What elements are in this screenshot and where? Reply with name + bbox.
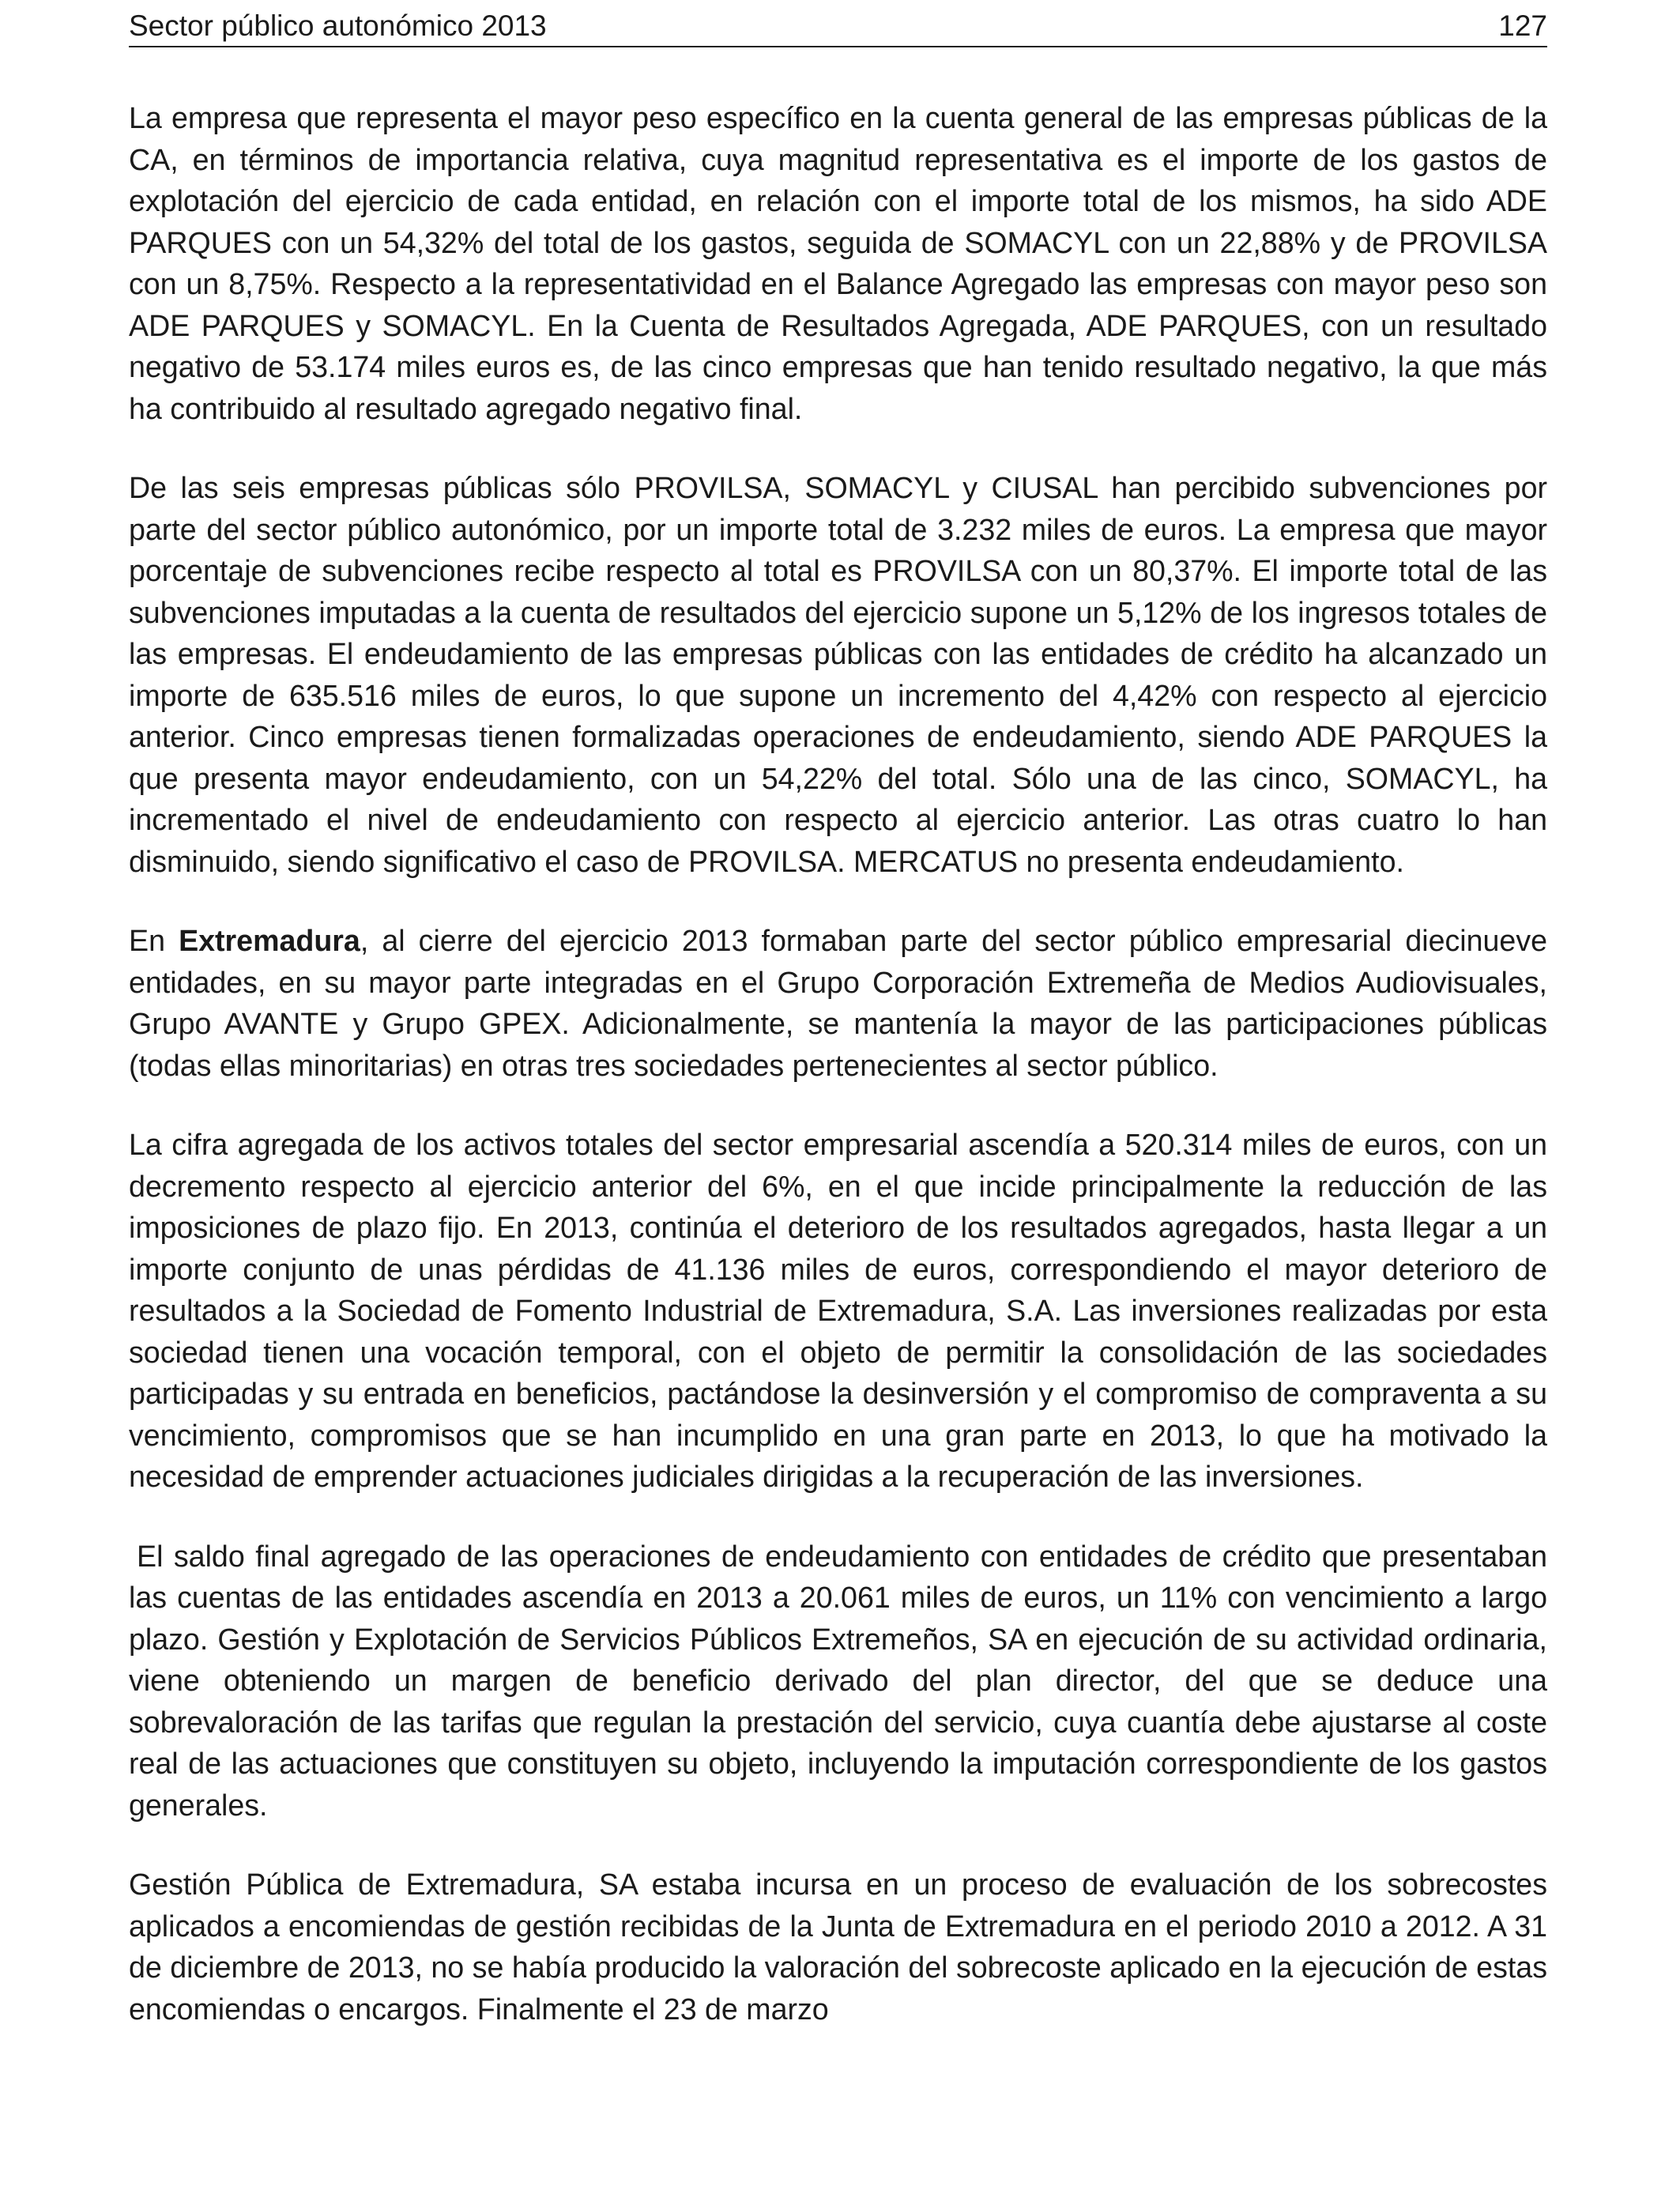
- paragraph-castilla-leon-subvenciones: De las seis empresas públicas sólo PROVILSA, SOMACYL y CIUSAL han percibido subvenciones por parte del sector público autonómico, por un importe total de 3.232 miles de euros. La empresa que mayor porcentaje de subvenciones recibe respecto al total es PROVILSA con un 80,37%. El importe total de las subvenciones imputadas a la cuenta de resultados del ejercicio supone un 5,12% de los ingresos totales de las empresas. El endeudamiento de las empresas públicas con las entidades de crédito ha alcanzado un importe de 635.516 miles de euros, lo que supone un incremento del 4,42% con respecto al ejercicio anterior. Cinco empresas tienen formalizadas operaciones de endeudamiento, siendo ADE PARQUES la que presenta mayor endeudamiento, con un 54,22% del total. Sólo una de las cinco, SOMACYL, ha incrementado el nivel de endeudamiento con respecto al ejercicio anterior. Las otras cuatro lo han disminuido, siendo significativo el caso de PROVILSA. MERCATUS no presenta endeudamiento.: [129, 471, 1547, 878]
- paragraph-rest: , al cierre del ejercicio 2013 formaban parte del sector público empresarial diecinueve entidades, en su mayor parte integradas en el Grupo Corporación Extremeña de Medios Audiovisuales, Grupo AVANTE y Grupo GPEX. Adicionalmente, se mantenía la mayor de las participaciones públicas (todas ellas minoritarias) en otras tres sociedades pertenecientes al sector público.: [129, 924, 1548, 1082]
- paragraph-lead: En: [129, 924, 179, 957]
- document-page: [129, 0, 1547, 2030]
- page-header: [129, 6, 1547, 47]
- paragraph-extremadura-intro: [129, 920, 1547, 1086]
- region-name-extremadura: Extremadura: [179, 924, 360, 957]
- paragraph-extremadura-endeudamiento: El saldo final agregado de las operaciones de endeudamiento con entidades de crédito que presentaban las cuentas de las entidades ascendía en 2013 a 20.061 miles de euros, un 11% con vencimiento a largo plazo. Gestión y Explotación de Servicios Públicos Extremeños, SA en ejecución de su actividad ordinaria, viene obteniendo un margen de beneficio derivado del plan director, del que se deduce una sobrevaloración de las tarifas que regulan la prestación del servicio, cuya cuantía debe ajustarse al coste real de las actuaciones que constituyen su objeto, incluyendo la imputación correspondiente de los gastos generales.: [129, 1539, 1547, 1822]
- paragraph-gestion-publica: Gestión Pública de Extremadura, SA estaba incursa en un proceso de evaluación de los sobrecostes aplicados a encomiendas de gestión recibidas de la Junta de Extremadura en el periodo 2010 a 2012. A 31 de diciembre de 2013, no se había producido la valoración del sobrecoste aplicado en la ejecución de estas encomiendas o encargos. Finalmente el 23 de marzo: [129, 1868, 1547, 2026]
- paragraph-extremadura-activos: La cifra agregada de los activos totales del sector empresarial ascendía a 520.314 miles de euros, con un decremento respecto al ejercicio anterior del 6%, en el que incide principalmente la reducción de las imposiciones de plazo fijo. En 2013, continúa el deterioro de los resultados agregados, hasta llegar a un importe conjunto de unas pérdidas de 41.136 miles de euros, correspondiendo el mayor deterioro de resultados a la Sociedad de Fomento Industrial de Extremadura, S.A. Las inversiones realizadas por esta sociedad tienen una vocación temporal, con el objeto de permitir la consolidación de las sociedades participadas y su entrada en beneficios, pactándose la desinversión y el compromiso de compraventa a su vencimiento, compromisos que se han incumplido en una gran parte en 2013, lo que ha motivado la necesidad de emprender actuaciones judiciales dirigidas a la recuperación de las inversiones.: [129, 1128, 1547, 1493]
- page-number: 127: [1498, 9, 1547, 42]
- header-title: Sector público autonómico 2013: [129, 9, 547, 42]
- paragraph-castilla-leon-gastos: La empresa que representa el mayor peso específico en la cuenta general de las empresas públicas de la CA, en términos de importancia relativa, cuya magnitud representativa es el importe de los gastos de explotación del ejercicio de cada entidad, en relación con el importe total de los mismos, ha sido ADE PARQUES con un 54,32% del total de los gastos, seguida de SOMACYL con un 22,88% y de PROVILSA con un 8,75%. Respecto a la representatividad en el Balance Agregado las empresas con mayor peso son ADE PARQUES y SOMACYL. En la Cuenta de Resultados Agregada, ADE PARQUES, con un resultado negativo de 53.174 miles euros es, de las cinco empresas que han tenido resultado negativo, la que más ha contribuido al resultado agregado negativo final.: [129, 101, 1547, 425]
- body-text: [129, 97, 1547, 2030]
